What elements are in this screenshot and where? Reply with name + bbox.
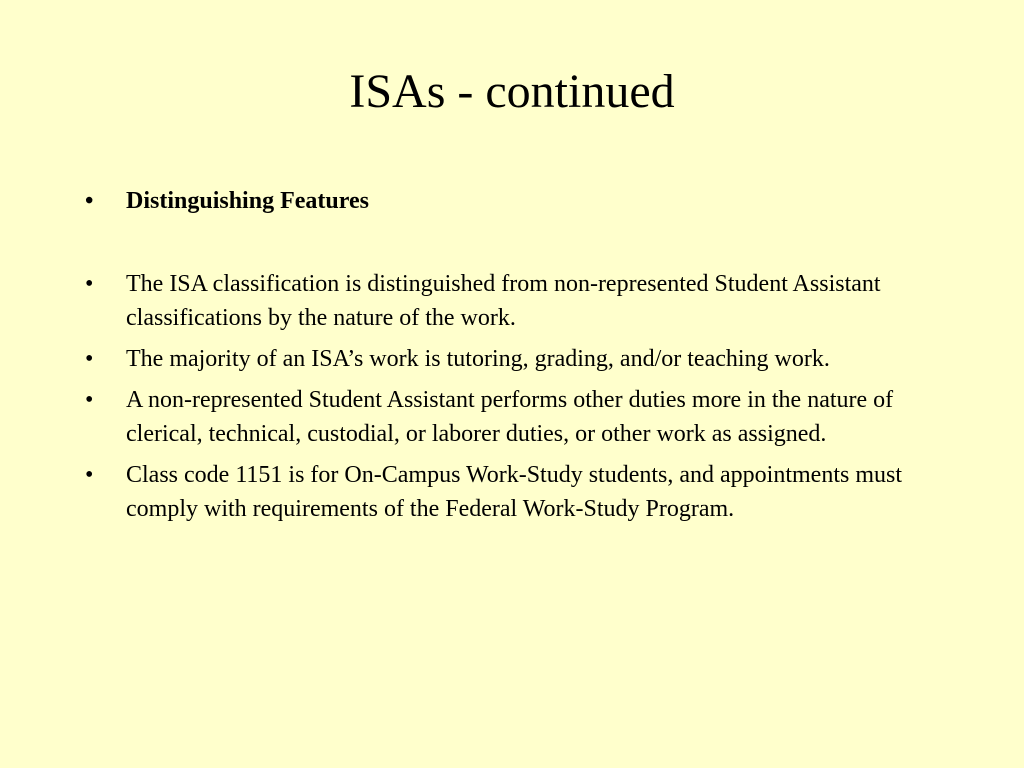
bullet-dot-icon: • bbox=[85, 188, 94, 214]
bullet-item bbox=[85, 267, 945, 335]
bullet-item-text: The ISA classification is distinguished from non-represented Student Assistant classifications by the nature of the work. bbox=[126, 271, 881, 331]
slide-title: ISAs - continued bbox=[349, 65, 675, 118]
bullet-item-text: A non-represented Student Assistant performs other duties more in the nature of clerical, technical, custodial, or laborer duties, or other work as assigned. bbox=[126, 387, 894, 447]
bullet-list bbox=[85, 184, 945, 533]
bullet-item bbox=[85, 383, 945, 451]
bullet-item bbox=[85, 458, 945, 526]
bullet-dot-icon: • bbox=[85, 271, 94, 297]
bullet-dot-icon: • bbox=[85, 387, 94, 413]
bullet-item-text: The majority of an ISA’s work is tutoring, grading, and/or teaching work. bbox=[126, 346, 830, 372]
bullet-item-text: Class code 1151 is for On-Campus Work-Study students, and appointments must comply with requirements of the Federal Work-Study Program. bbox=[126, 462, 903, 522]
bullet-dot-icon: • bbox=[85, 462, 94, 488]
bullet-heading bbox=[85, 184, 945, 218]
bullet-dot-icon: • bbox=[85, 346, 94, 372]
bullet-heading-text: Distinguishing Features bbox=[126, 188, 369, 214]
bullet-item bbox=[85, 342, 945, 376]
